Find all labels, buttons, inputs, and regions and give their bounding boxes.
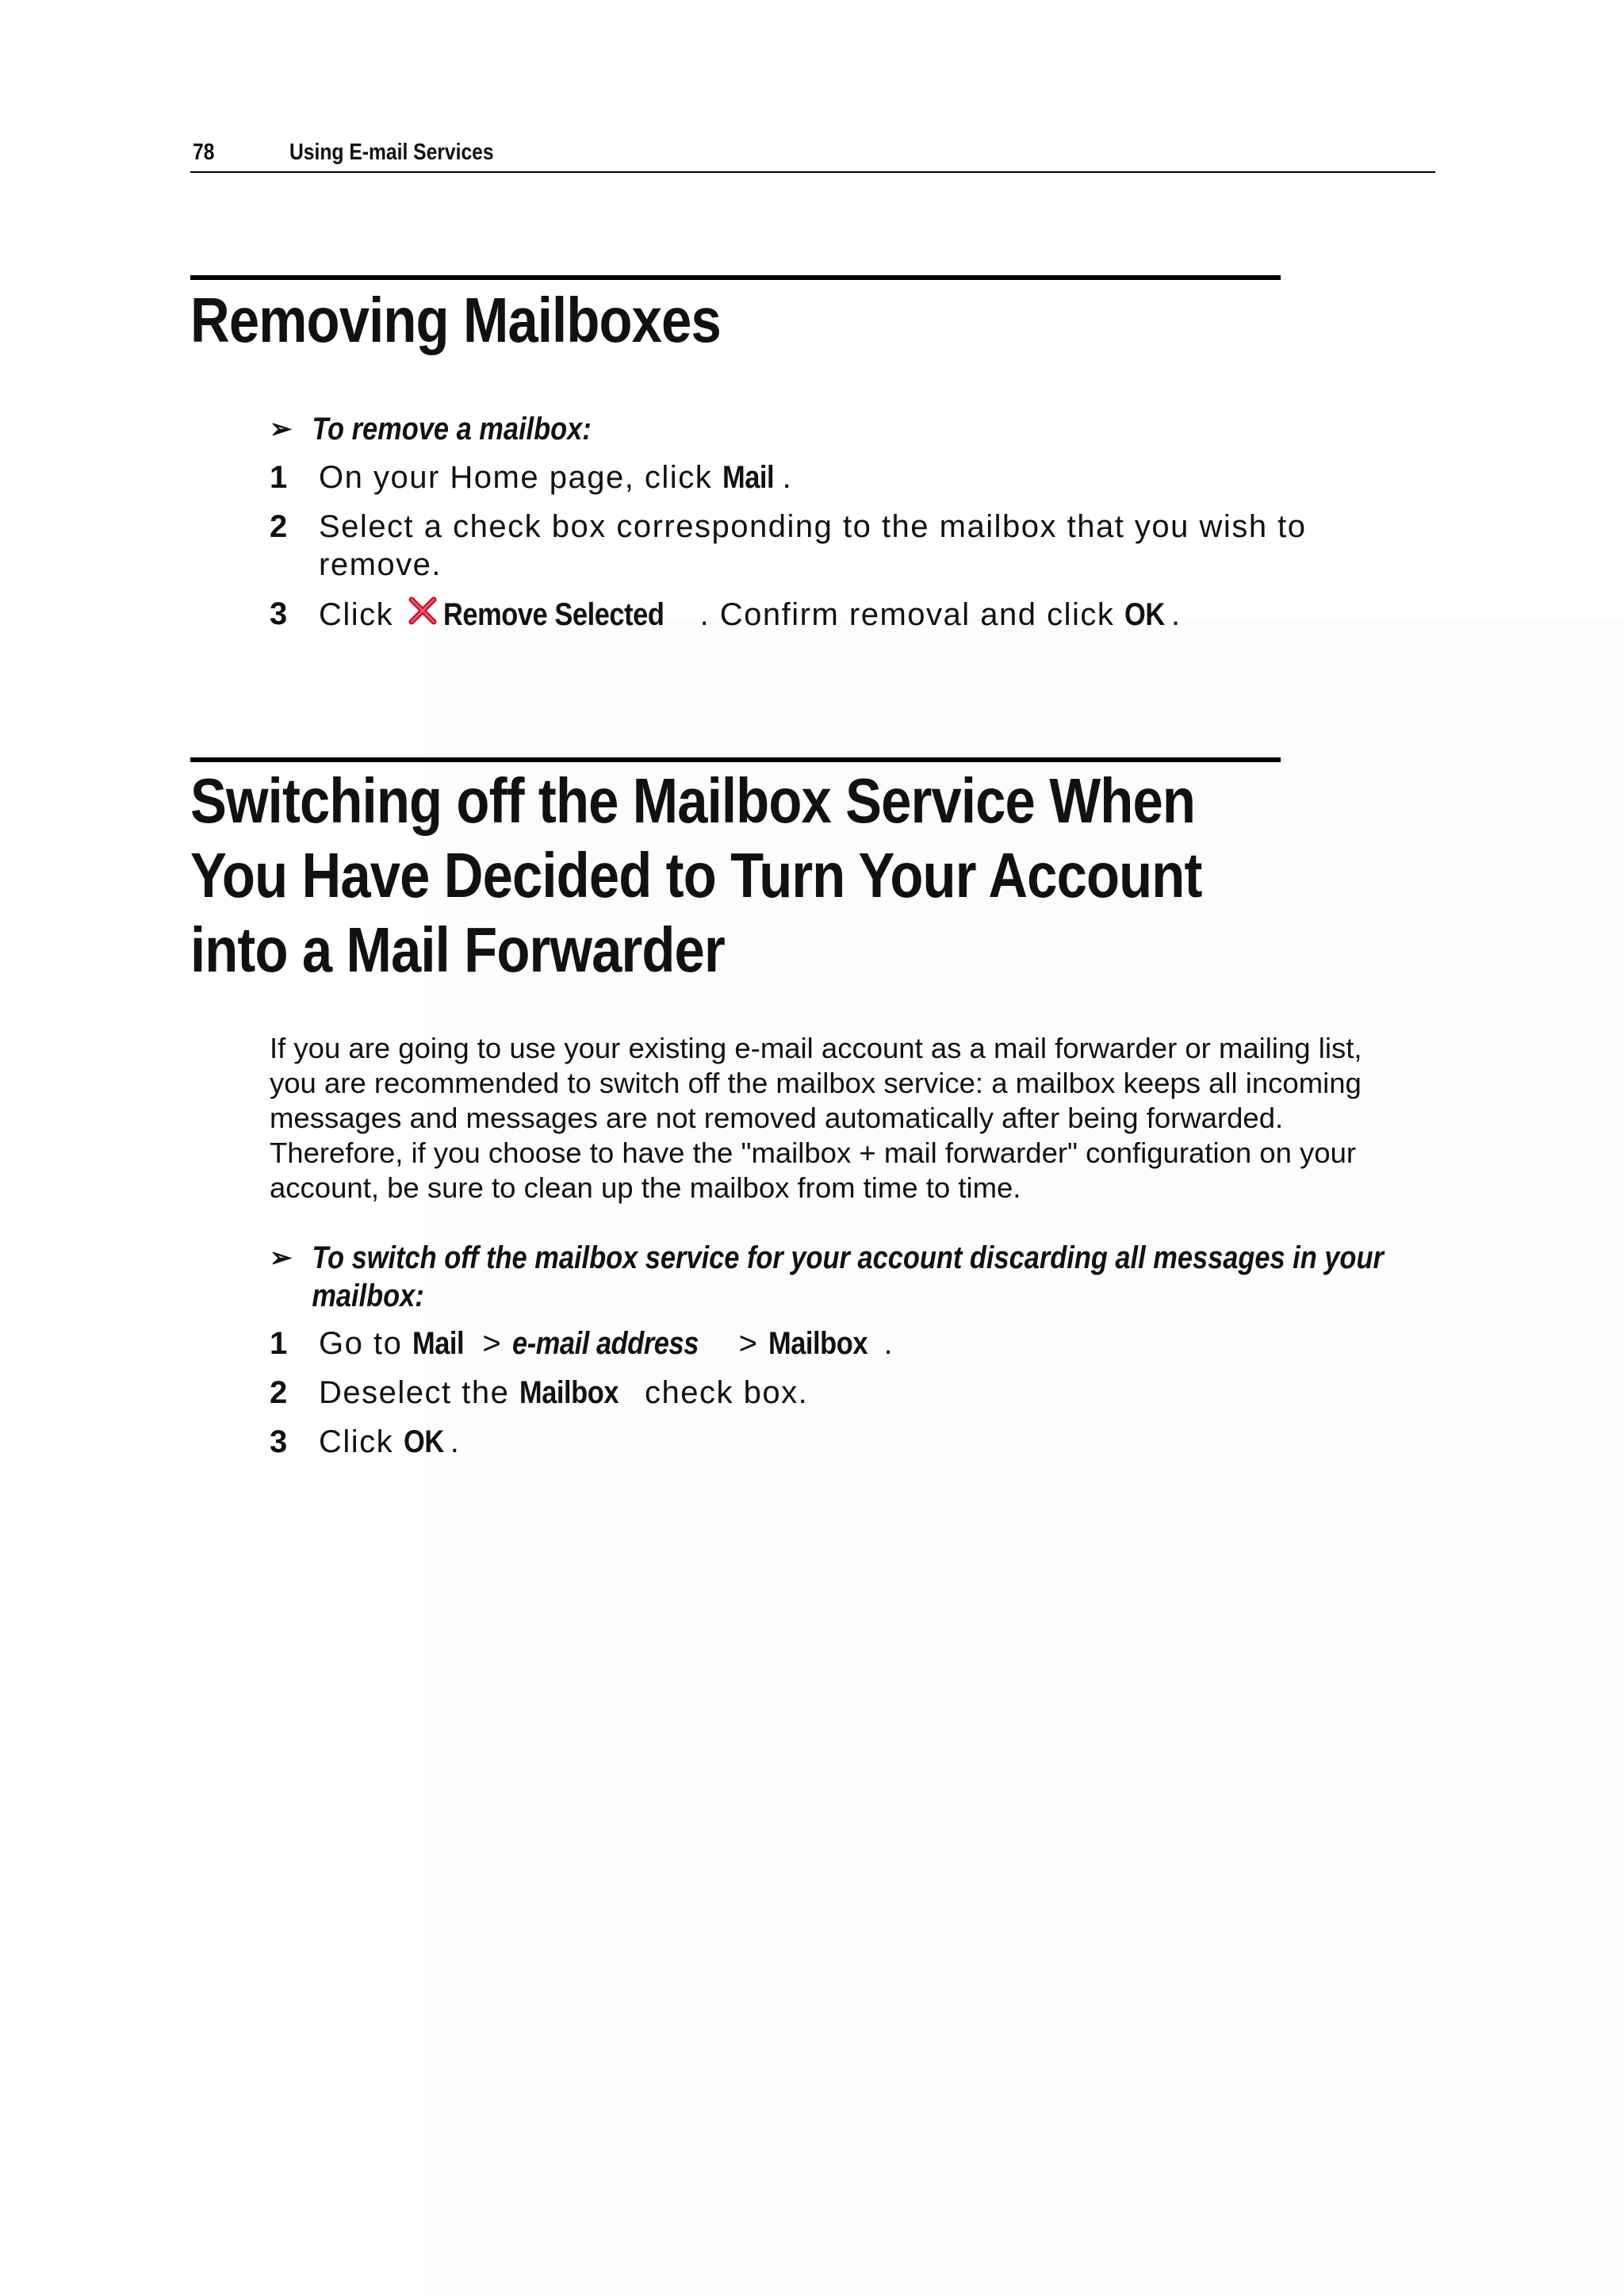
arrow-bullet-icon: ➢ [270, 414, 293, 444]
ui-term: OK [403, 1424, 444, 1459]
ui-term: Mailbox [519, 1375, 619, 1410]
page-number: 78 [193, 140, 215, 165]
section-rule [190, 757, 1281, 762]
step-item: 2 Deselect the Mailbox check box. [270, 1375, 809, 1410]
section-title-removing-mailboxes: Removing Mailboxes [190, 285, 721, 355]
step-item: 2 Select a check box corresponding to the mailbox that you wish to remove. [270, 509, 1307, 582]
section-title-switching-off: Switching off the Mailbox Service When You Have Decided to Turn Your Account into a Mail Forwarder [190, 765, 1202, 985]
procedure-heading: ➢ To switch off the mailbox service for your account discarding all messages in your mailbox: [270, 1240, 1384, 1313]
step-item: 1 On your Home page, click Mail . [270, 460, 793, 495]
step-item: 3 Click OK . [270, 1424, 461, 1459]
ui-term: e-mail address [511, 1326, 699, 1361]
remove-x-icon [407, 595, 439, 627]
ui-term: Mailbox [768, 1326, 868, 1361]
body-paragraph: If you are going to use your existing e-mail account as a mail forwarder or mailing list, you are recommended to switch off the mailbox service: a mailbox keeps all incoming messages and messages are not removed automatically after being forwarded. Therefore, if you choose to have the "mailbox + mail forwarder" configuration on your account, be sure to clean up the mailbox from time to time. [270, 1032, 1362, 1204]
arrow-bullet-icon: ➢ [270, 1243, 293, 1273]
step-item: 1 Go to Mail > e-mail address > Mailbox . [270, 1326, 894, 1361]
ui-term: Mail [722, 460, 774, 495]
ui-term: OK [1124, 597, 1165, 632]
running-header [190, 136, 1435, 173]
ui-term: Mail [412, 1326, 465, 1361]
running-title: Using E-mail Services [289, 140, 494, 165]
ui-term: Remove Selected [442, 597, 665, 632]
procedure-heading: ➢ To remove a mailbox: [270, 412, 592, 447]
step-item: 3 Click Remove Selected . Confirm removal and click OK . [270, 596, 1182, 632]
section-rule [190, 275, 1281, 280]
